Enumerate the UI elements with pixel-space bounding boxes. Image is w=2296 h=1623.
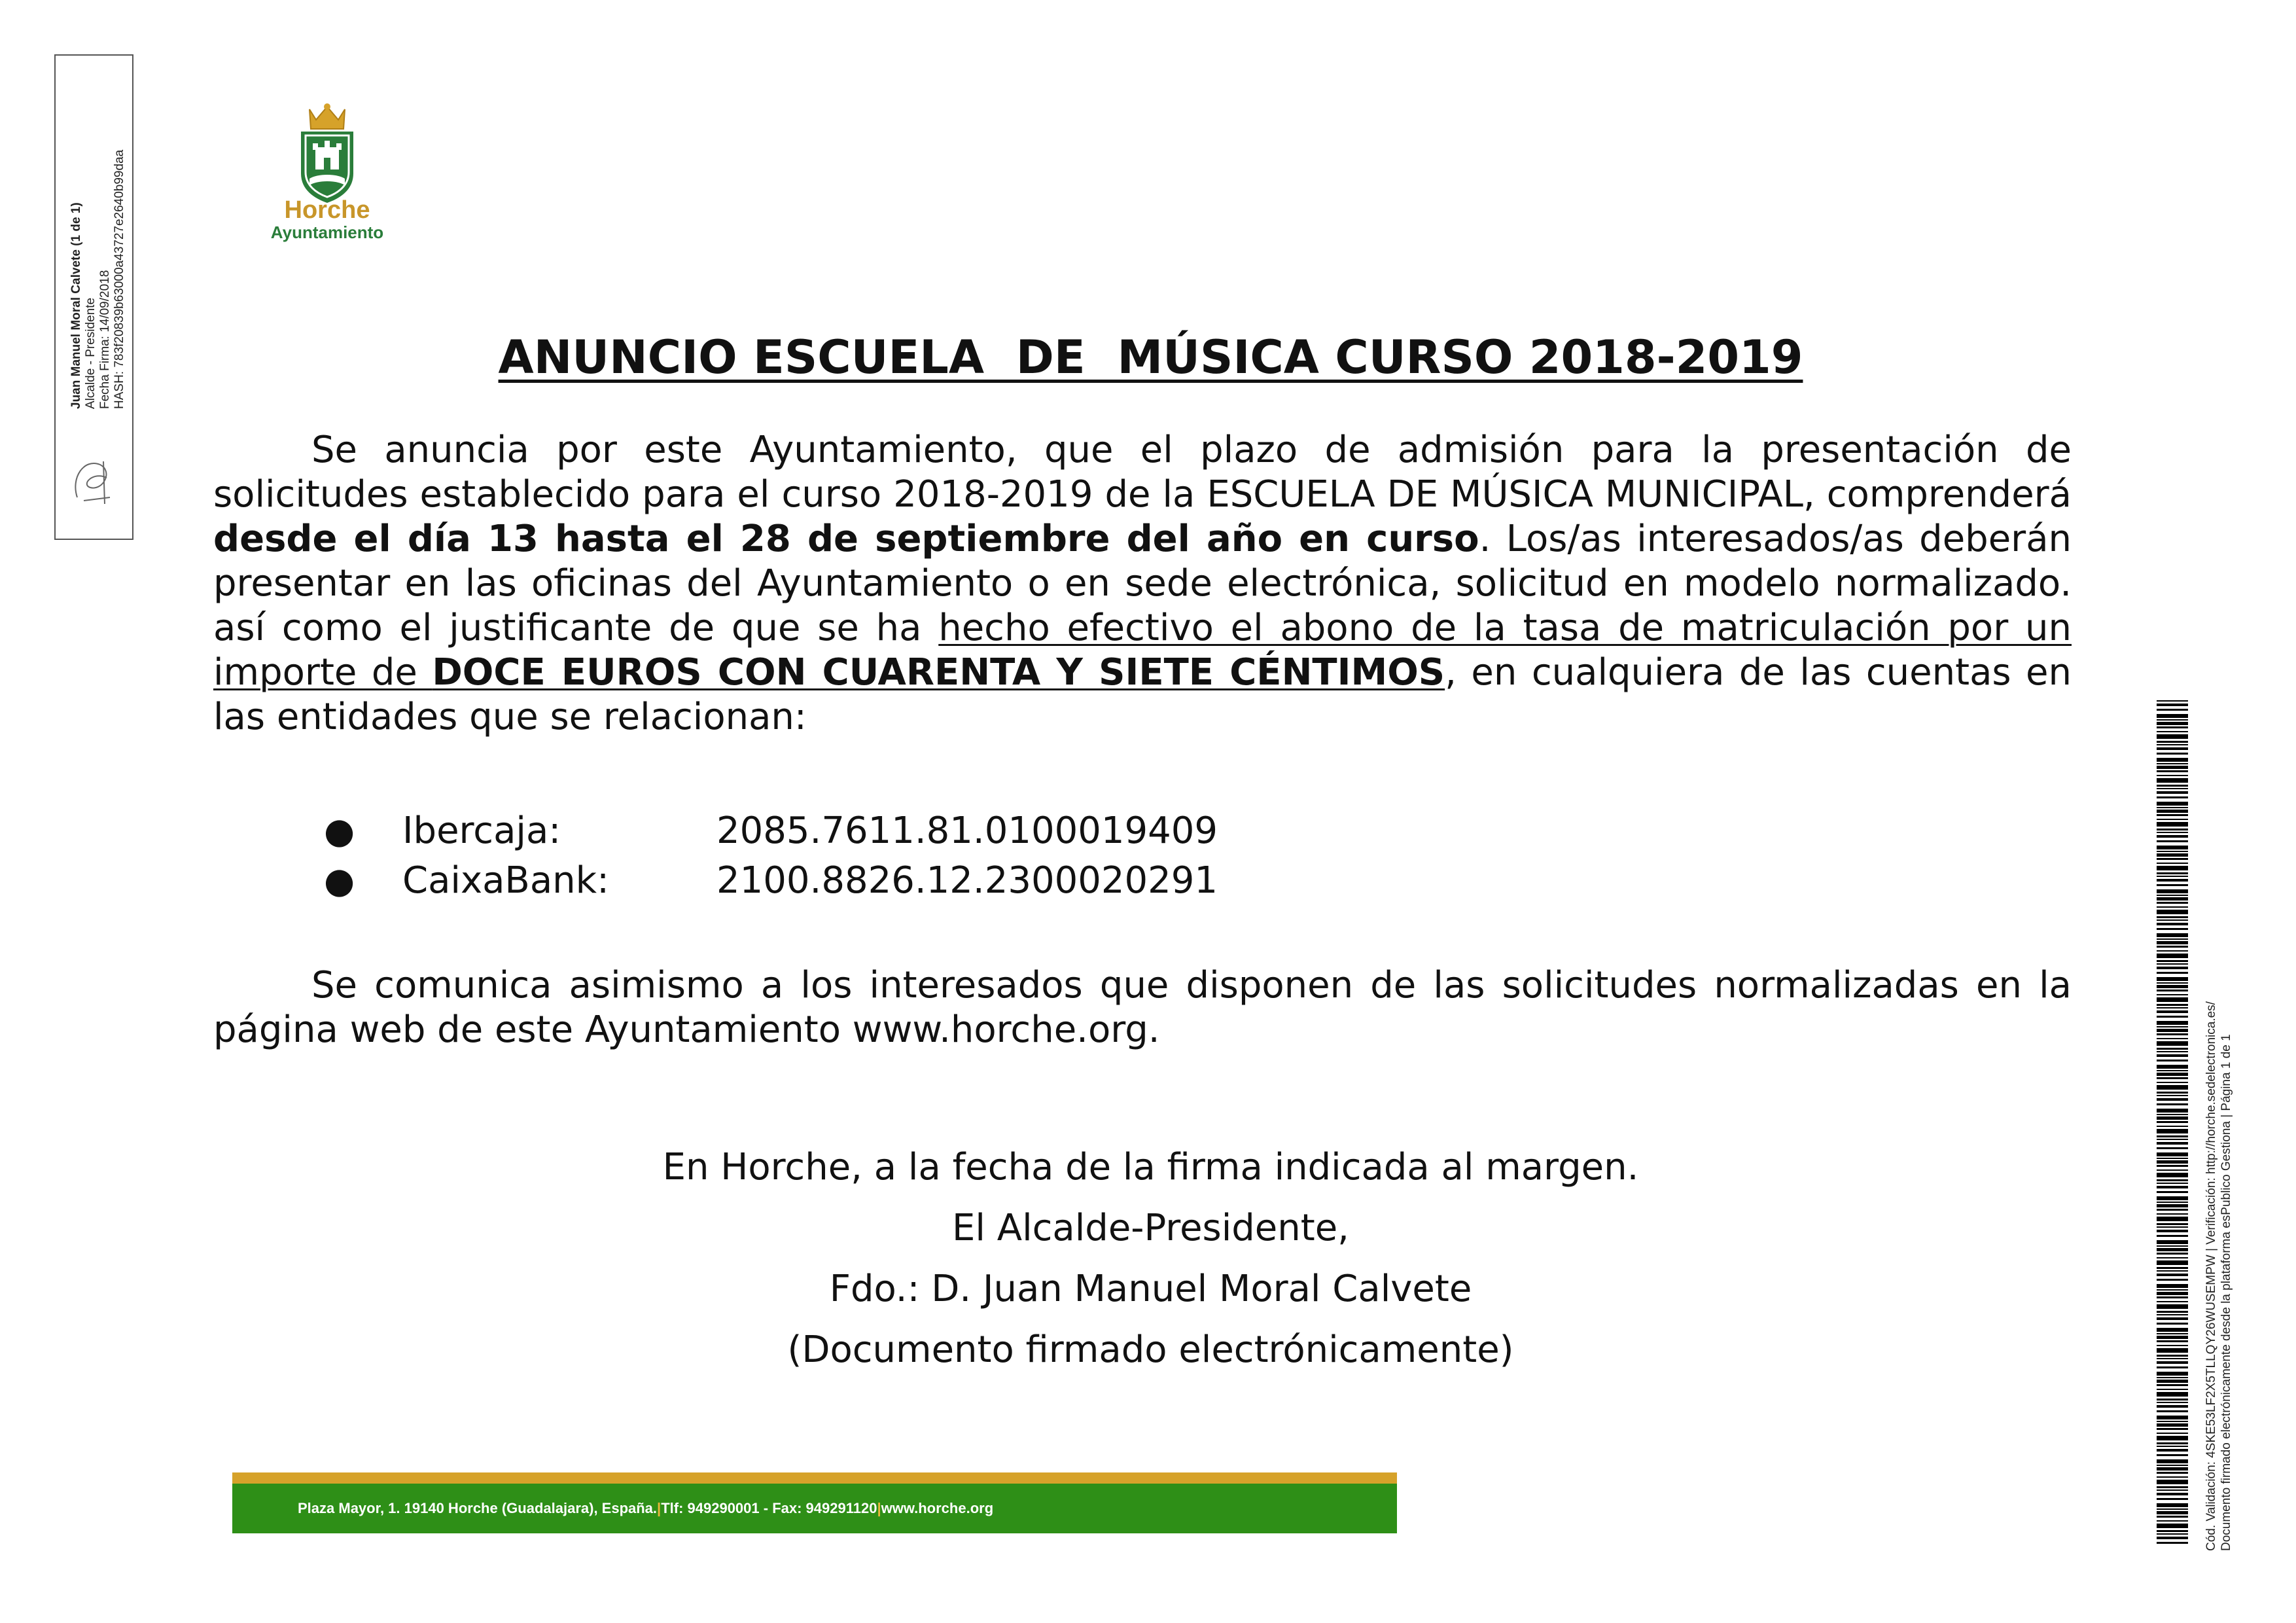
barcode-bar [2157, 1530, 2188, 1532]
barcode-bar [2157, 722, 2188, 725]
barcode-bar [2157, 866, 2188, 870]
barcode-bar [2157, 1147, 2188, 1149]
barcode-bar [2157, 906, 2188, 908]
barcode-bar [2157, 1340, 2188, 1342]
barcode-bar [2157, 895, 2188, 896]
barcode-bar [2157, 1336, 2188, 1339]
barcode-bar [2157, 1274, 2188, 1276]
barcode-bar [2157, 835, 2188, 838]
barcode-bar [2157, 902, 2188, 904]
barcode-bar [2157, 1245, 2188, 1247]
barcode-bar [2157, 977, 2188, 981]
barcode-bar [2157, 1240, 2188, 1244]
barcode-bar [2157, 1366, 2188, 1368]
barcode-bar [2157, 1204, 2188, 1207]
footer-gold-stripe [232, 1472, 1397, 1484]
barcode-bar [2157, 714, 2188, 718]
barcode-bar [2157, 1399, 2188, 1400]
closing-note: (Documento firmado electrónicamente) [787, 1329, 1514, 1371]
barcode-bar [2157, 1260, 2188, 1265]
barcode-bar [2157, 1467, 2188, 1471]
barcode-bar [2157, 814, 2188, 816]
barcode-bar [2157, 928, 2188, 930]
barcode-bar [2157, 796, 2188, 798]
barcode-bar [2157, 1493, 2188, 1495]
barcode-bar [2157, 1196, 2188, 1200]
barcode-bar [2157, 1054, 2188, 1057]
barcode-bar [2157, 1082, 2188, 1083]
para1-text-b: . Los/as interesados/as deberán presentar en las oficinas del Ayuntamiento o en sede electrónica, solicitud en modelo normalizado. así como el justificante de que se ha [213, 518, 2072, 649]
barcode-bar [2157, 763, 2188, 764]
barcode-bar [2157, 1328, 2188, 1332]
barcode-bar [2157, 846, 2188, 849]
barcode-bar [2157, 982, 2188, 984]
barcode-bar [2157, 726, 2188, 728]
closing-place-date: En Horche, a la fecha de la firma indicada al margen. [662, 1146, 1639, 1188]
barcode-bar [2157, 1392, 2188, 1397]
barcode-bar [2157, 1423, 2188, 1427]
barcode-bar [2157, 1152, 2188, 1156]
barcode-bar [2157, 910, 2188, 914]
barcode-bar [2157, 985, 2188, 988]
barcode-bar [2157, 1459, 2188, 1463]
bank-account: 2100.8826.12.2300020291 [716, 859, 1218, 902]
barcode-bar [2157, 1402, 2188, 1403]
barcode-bar [2157, 1384, 2188, 1386]
barcode-bar [2157, 1026, 2188, 1027]
barcode-bar [2157, 1511, 2188, 1514]
barcode-bar [2157, 938, 2188, 940]
barcode-bar [2157, 1416, 2188, 1419]
barcode-bar [2157, 1033, 2188, 1035]
barcode-bar [2157, 1533, 2188, 1535]
para1-dates: desde el día 13 hasta el 28 de septiembre del año en curso [213, 518, 1479, 560]
barcode-bar [2157, 1158, 2188, 1159]
barcode-bar [2157, 1524, 2188, 1528]
barcode-bar [2157, 1129, 2188, 1133]
barcode-bar [2157, 1348, 2188, 1353]
footer-bar [232, 1484, 1397, 1533]
footer-separator: | [657, 1500, 662, 1516]
announcement-paragraph [213, 428, 2072, 740]
barcode-bar [2157, 884, 2188, 886]
list-item [324, 806, 1218, 856]
validation-text [2204, 1001, 2234, 1551]
barcode-bar [2157, 700, 2188, 702]
barcode-bar [2157, 1029, 2188, 1032]
barcode-bar [2157, 1186, 2188, 1188]
validation-platform: Documento firmado electrónicamente desde la plataforma esPublico Gestiona | Página 1 de 1 [2219, 1034, 2233, 1551]
barcode-bar [2157, 1095, 2188, 1096]
barcode-bar [2157, 1323, 2188, 1325]
barcode-bar [2157, 1503, 2188, 1507]
barcode-bar [2157, 1486, 2188, 1488]
barcode-bar [2157, 950, 2188, 952]
validation-code: Cód. Validación: 4SKE53LF2X5TLLQY26WUSEMPW | Verificación: http://horche.sedelectronica.es/ [2204, 1001, 2218, 1551]
logo-subtitle: Ayuntamiento [270, 223, 384, 242]
barcode-bar [2157, 758, 2188, 762]
footer-separator: | [877, 1500, 881, 1516]
barcode-bar [2157, 1183, 2188, 1184]
closing-signer: Fdo.: D. Juan Manuel Moral Calvete [829, 1268, 1472, 1310]
barcode-bar [2157, 1542, 2188, 1544]
barcode-bar [2157, 1160, 2188, 1164]
barcode-bar [2157, 1380, 2188, 1383]
barcode-bar [2157, 1377, 2188, 1378]
barcode-bar [2157, 1230, 2188, 1232]
barcode-bar [2157, 1191, 2188, 1193]
barcode-bar [2157, 1449, 2188, 1452]
barcode-bar [2157, 1304, 2188, 1309]
list-item [324, 856, 1218, 906]
barcode-bar [2157, 1433, 2188, 1434]
barcode-bar [2157, 954, 2188, 958]
barcode-bar [2157, 1202, 2188, 1203]
barcode-bar [2157, 1077, 2188, 1079]
barcode-bar [2157, 1311, 2188, 1313]
barcode-bar [2157, 897, 2188, 901]
barcode-bar [2157, 819, 2188, 820]
bullet-icon: ● [324, 860, 355, 901]
barcode-bar [2157, 941, 2188, 944]
signature-date: Fecha Firma: 14/09/2018 [98, 270, 112, 409]
barcode-bar [2157, 1060, 2188, 1061]
barcode-bar [2157, 802, 2188, 806]
barcode-bar [2157, 1279, 2188, 1281]
barcode-bar [2157, 747, 2188, 750]
barcode-bar [2157, 1358, 2188, 1359]
barcode-bar [2157, 1284, 2188, 1288]
barcode-bar [2157, 1213, 2188, 1215]
para1-text-a: Se anuncia por este Ayuntamiento, que el plazo de admisión para la presentación de solicitudes establecido para el curso 2018-2019 de la ESCUELA DE MÚSICA MUNICIPAL, comprenderá [213, 429, 2072, 516]
barcode-bar [2157, 1051, 2188, 1052]
barcode-bar [2157, 741, 2188, 743]
barcode-bar [2157, 1289, 2188, 1291]
logo-name: Horche [284, 196, 370, 224]
barcode-bar [2157, 791, 2188, 794]
barcode-bar [2157, 1103, 2188, 1105]
barcode-bar [2157, 1436, 2188, 1440]
barcode-bar [2157, 734, 2188, 739]
barcode-bar [2157, 832, 2188, 833]
barcode-bar [2157, 1253, 2188, 1255]
barcode-bar [2157, 1446, 2188, 1447]
barcode-bar [2157, 1179, 2188, 1181]
barcode-bar [2157, 766, 2188, 769]
barcode-bar [2157, 1516, 2188, 1518]
barcode-bar [2157, 1508, 2188, 1510]
barcode-bar [2157, 1389, 2188, 1390]
barcode-bar [2157, 1465, 2188, 1466]
barcode-bar [2157, 1537, 2188, 1539]
barcode-bar [2157, 1165, 2188, 1167]
barcode-bar [2157, 785, 2188, 787]
barcode-bar [2157, 1428, 2188, 1430]
para1-fee-amount: DOCE EUROS CON CUARENTA Y SIETE CÉNTIMOS [432, 651, 1445, 694]
barcode-bar [2157, 853, 2188, 857]
barcode-bar [2157, 879, 2188, 882]
barcode-bar [2157, 1270, 2188, 1272]
barcode-bar [2157, 1442, 2188, 1444]
barcode-bar [2157, 1292, 2188, 1295]
barcode-bar [2157, 731, 2188, 732]
barcode-bar [2157, 1085, 2188, 1090]
barcode-bar [2157, 919, 2188, 921]
bank-name: CaixaBank: [402, 859, 609, 902]
signature-text [69, 69, 127, 409]
barcode-bar [2157, 1041, 2188, 1046]
barcode-bar [2157, 1070, 2188, 1071]
barcode-bar [2157, 872, 2188, 874]
bank-account: 2085.7611.81.0100019409 [716, 810, 1218, 852]
barcode-bar [2157, 1257, 2188, 1258]
bank-name: Ibercaja: [402, 810, 561, 852]
barcode-bar [2157, 1116, 2188, 1120]
handwritten-signature-icon [64, 452, 122, 510]
barcode-bar [2157, 1021, 2188, 1025]
barcode-bar [2157, 807, 2188, 808]
bullet-icon: ● [324, 810, 355, 851]
barcode-bar [2157, 1048, 2188, 1050]
barcode-bar [2157, 923, 2188, 925]
barcode-bar [2157, 1121, 2188, 1123]
barcode-bar [2157, 972, 2188, 974]
barcode-bar [2157, 744, 2188, 745]
barcode-bar [2157, 1489, 2188, 1491]
barcode-bar [2157, 1472, 2188, 1474]
barcode-bar [2157, 1296, 2188, 1298]
bank-list [324, 806, 1218, 906]
barcode-bar [2157, 1173, 2188, 1177]
barcode-bar [2157, 933, 2188, 937]
barcode-bar [2157, 1016, 2188, 1018]
website-paragraph [213, 963, 2072, 1052]
barcode-bar [2157, 1010, 2188, 1013]
barcode-bar [2157, 1092, 2188, 1094]
barcode-bar [2157, 1476, 2188, 1478]
barcode-bar [2157, 770, 2188, 772]
barcode-bar [2157, 1007, 2188, 1008]
barcode-bar [2157, 1333, 2188, 1334]
barcode-bar [2157, 876, 2188, 877]
barcode-bar [2157, 1372, 2188, 1376]
barcode-bar [2157, 1126, 2188, 1127]
barcode-bar [2157, 1169, 2188, 1171]
barcode-bar [2157, 1355, 2188, 1357]
barcode-bar [2157, 1226, 2188, 1228]
barcode-bar [2157, 858, 2188, 860]
barcode-bar [2157, 1454, 2188, 1456]
barcode-bar [2157, 1209, 2188, 1211]
barcode-bar [2157, 1139, 2188, 1140]
barcode-bar [2157, 967, 2188, 969]
barcode-bar [2157, 1135, 2188, 1137]
barcode-bar [2157, 1114, 2188, 1115]
barcode-bar [2157, 1405, 2188, 1408]
barcode-bar [2157, 960, 2188, 962]
footer-address: Plaza Mayor, 1. 19140 Horche (Guadalajara), España. [298, 1500, 658, 1516]
barcode-bar [2157, 1317, 2188, 1320]
barcode-bar [2157, 1480, 2188, 1484]
signature-hash: HASH: 783f20839b63000a43727e2640b99daa [113, 149, 126, 409]
barcode-bar [2157, 1520, 2188, 1522]
barcode-bar [2157, 1065, 2188, 1069]
barcode-bar [2157, 810, 2188, 813]
barcode-bar [2157, 1314, 2188, 1315]
para1-text-c: , en cualquiera de las cuentas en las entidades que se relacionan: [213, 651, 2072, 738]
signer-name: Juan Manuel Moral Calvete (1 de 1) [69, 202, 83, 409]
barcode-bar [2157, 775, 2188, 776]
barcode-bar [2157, 863, 2188, 864]
barcode-bar [2157, 1217, 2188, 1221]
barcode-icon [2157, 700, 2188, 1544]
barcode-bar [2157, 963, 2188, 965]
barcode-bar [2157, 1223, 2188, 1225]
barcode-bar [2157, 1004, 2188, 1006]
barcode-bar [2157, 778, 2188, 783]
barcode-bar [2157, 840, 2188, 842]
para2-text: Se comunica asimismo a los interesados que disponen de las solicitudes normalizadas en la página web de este Ayuntamiento www.horche.org. [213, 964, 2072, 1051]
barcode-bar [2157, 946, 2188, 948]
barcode-bar [2157, 1098, 2188, 1101]
barcode-bar [2157, 997, 2188, 1002]
barcode-bar [2157, 753, 2188, 755]
barcode-bar [2157, 822, 2188, 827]
barcode-bar [2157, 851, 2188, 852]
barcode-bar [2157, 1038, 2188, 1039]
barcode-bar [2157, 994, 2188, 995]
barcode-bar [2157, 788, 2188, 789]
barcode-bar [2157, 1248, 2188, 1251]
barcode-bar [2157, 1421, 2188, 1422]
barcode-bar [2157, 1267, 2188, 1269]
barcode-bar [2157, 1410, 2188, 1412]
barcode-bar [2157, 709, 2188, 711]
barcode-bar [2157, 1109, 2188, 1113]
barcode-bar [2157, 916, 2188, 918]
closing-role: El Alcalde-Presidente, [952, 1207, 1349, 1249]
barcode-bar [2157, 719, 2188, 721]
barcode-bar [2157, 1498, 2188, 1500]
barcode-bar [2157, 1361, 2188, 1364]
barcode-bar [2157, 1345, 2188, 1346]
barcode-bar [2157, 704, 2188, 706]
barcode-bar [2157, 889, 2188, 893]
footer-phones: Tlf: 949290001 - Fax: 949291120 [661, 1500, 877, 1516]
barcode-bar [2157, 990, 2188, 991]
barcode-bar [2157, 829, 2188, 830]
document-title: ANUNCIO ESCUELA DE MÚSICA CURSO 2018-2019 [498, 330, 1803, 384]
signer-role: Alcalde - Presidente [84, 297, 97, 409]
barcode-bar [2157, 1235, 2188, 1237]
barcode-bar [2157, 1073, 2188, 1076]
para1-fee-text: hecho efectivo el abono de la tasa de matriculación por un importe de [213, 607, 2072, 694]
footer-web: www.horche.org [881, 1500, 994, 1516]
barcode-bar [2157, 1301, 2188, 1302]
barcode-bar [2157, 1142, 2188, 1145]
